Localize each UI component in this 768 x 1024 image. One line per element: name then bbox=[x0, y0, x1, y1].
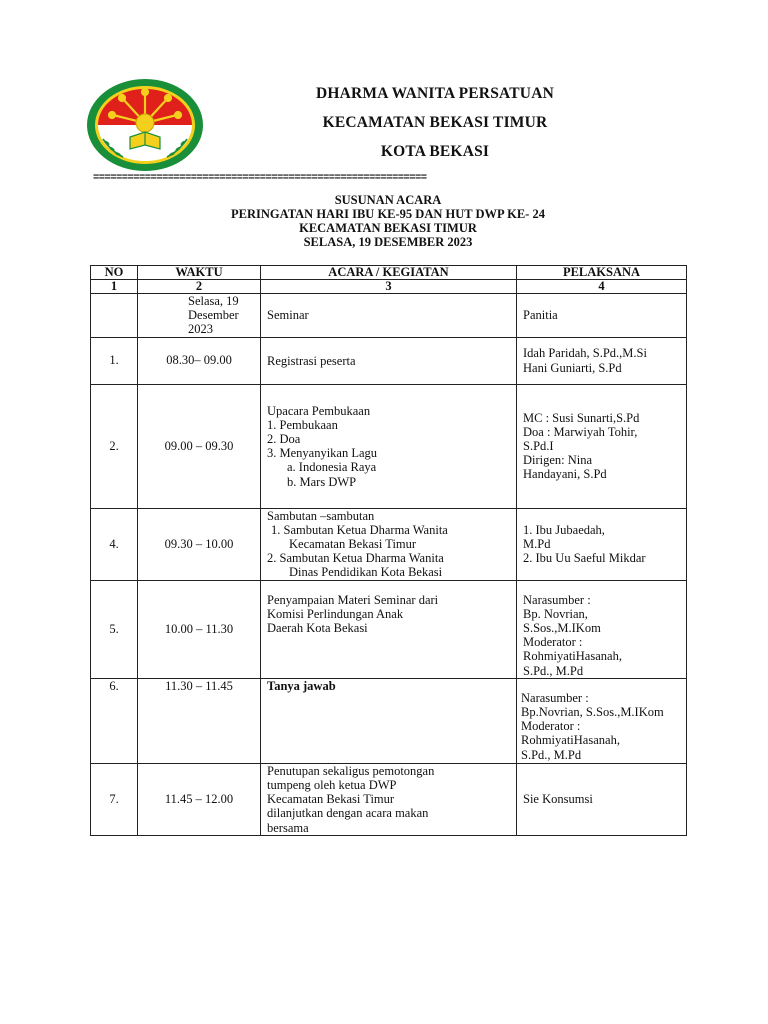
event-line: Upacara Pembukaan bbox=[267, 403, 371, 418]
event-date: SELASA, 19 DESEMBER 2023 bbox=[303, 235, 473, 249]
row-no: 7. bbox=[91, 763, 138, 835]
row-executor bbox=[517, 294, 687, 338]
city-title: KOTA BEKASI bbox=[380, 143, 490, 160]
executor-line: M.Pd bbox=[523, 537, 551, 552]
executor-line: Panitia bbox=[523, 308, 558, 323]
executor-line: Moderator : bbox=[521, 719, 581, 734]
time-line: Desember 2023 bbox=[188, 308, 239, 337]
colnum-4: 4 bbox=[517, 280, 687, 294]
event-line: 3. Menyanyikan Lagu bbox=[267, 446, 378, 461]
event-line: dilanjutkan dengan acara makan bbox=[267, 806, 429, 821]
event-line: Daerah Kota Bekasi bbox=[267, 621, 368, 636]
row-time: 08.30– 09.00 bbox=[138, 337, 261, 384]
row-no: 6. bbox=[91, 678, 138, 763]
executor-line: S.Sos.,M.IKom bbox=[523, 621, 601, 636]
row-event bbox=[261, 508, 517, 580]
row-executor bbox=[517, 580, 687, 678]
row-time: 09.30 – 10.00 bbox=[138, 508, 261, 580]
event-line: 1. Sambutan Ketua Dharma Wanita bbox=[271, 522, 448, 537]
row-event bbox=[261, 294, 517, 338]
row-no bbox=[91, 294, 138, 338]
row-executor bbox=[517, 678, 687, 763]
table-row bbox=[91, 580, 687, 678]
event-line: Dinas Pendidikan Kota Bekasi bbox=[289, 565, 443, 580]
executor-line: S.Pd., M.Pd bbox=[523, 663, 584, 678]
event-line: 2. Doa bbox=[267, 431, 301, 446]
row-event bbox=[261, 580, 517, 678]
row-executor bbox=[517, 384, 687, 508]
event-line: Seminar bbox=[267, 308, 309, 323]
schedule-title: SUSUNAN ACARA bbox=[334, 193, 442, 207]
org-title: DHARMA WANITA PERSATUAN bbox=[316, 85, 554, 102]
header-no: NO bbox=[91, 266, 138, 280]
event-line: tumpeng oleh ketua DWP bbox=[267, 778, 397, 793]
executor-line: MC : Susi Sunarti,S.Pd bbox=[523, 410, 640, 425]
table-row bbox=[91, 763, 687, 835]
colnum-3: 3 bbox=[261, 280, 517, 294]
row-time: 10.00 – 11.30 bbox=[138, 580, 261, 678]
executor-line: 2. Ibu Uu Saeful Mikdar bbox=[523, 551, 646, 566]
event-line: a. Indonesia Raya bbox=[287, 460, 377, 475]
event-line: Sambutan –sambutan bbox=[267, 508, 375, 523]
executor-line: Doa : Marwiyah Tohir, bbox=[523, 424, 638, 439]
table-row bbox=[91, 294, 687, 338]
event-location: KECAMATAN BEKASI TIMUR bbox=[299, 221, 477, 235]
event-line: 1. Pembukaan bbox=[267, 417, 338, 432]
event-line: Komisi Perlindungan Anak bbox=[267, 606, 404, 621]
event-title: PERINGATAN HARI IBU KE-95 DAN HUT DWP KE- 24 bbox=[231, 207, 545, 221]
row-event bbox=[261, 384, 517, 508]
table-row bbox=[91, 678, 687, 763]
schedule-table bbox=[90, 265, 687, 836]
executor-line: S.Pd., M.Pd bbox=[521, 747, 582, 762]
executor-line: 1. Ibu Jubaedah, bbox=[523, 522, 605, 537]
row-time: 09.00 – 09.30 bbox=[138, 384, 261, 508]
executor-line: Bp.Novrian, S.Sos.,M.IKom bbox=[521, 705, 664, 720]
row-time: 11.45 – 12.00 bbox=[138, 763, 261, 835]
event-line: Penutupan sekaligus pemotongan bbox=[267, 763, 435, 778]
executor-line: Handayani, S.Pd bbox=[523, 467, 607, 482]
executor-line: Moderator : bbox=[523, 635, 583, 650]
row-event bbox=[261, 763, 517, 835]
district-title: KECAMATAN BEKASI TIMUR bbox=[322, 114, 548, 131]
header-event: ACARA / KEGIATAN bbox=[261, 266, 517, 280]
row-event bbox=[261, 337, 517, 384]
event-line: Tanya jawab bbox=[267, 678, 336, 693]
event-line: 2. Sambutan Ketua Dharma Wanita bbox=[267, 551, 444, 566]
row-executor bbox=[517, 337, 687, 384]
table-colnum-row bbox=[91, 280, 687, 294]
event-line: Kecamatan Bekasi Timur bbox=[267, 792, 395, 807]
row-time bbox=[138, 294, 261, 338]
executor-line: Dirigen: Nina bbox=[523, 453, 593, 468]
table-row bbox=[91, 508, 687, 580]
row-time: 11.30 – 11.45 bbox=[138, 678, 261, 763]
event-line: b. Mars DWP bbox=[287, 474, 357, 489]
header-rule: ========================================================== bbox=[93, 172, 427, 184]
event-line: Kecamatan Bekasi Timur bbox=[289, 537, 417, 552]
header-time: WAKTU bbox=[138, 266, 261, 280]
colnum-2: 2 bbox=[138, 280, 261, 294]
executor-line: RohmiyatiHasanah, bbox=[523, 649, 622, 664]
table-row bbox=[91, 384, 687, 508]
row-no: 2. bbox=[91, 384, 138, 508]
header-executor: PELAKSANA bbox=[517, 266, 687, 280]
executor-line: Narasumber : bbox=[521, 690, 589, 705]
table-header-row bbox=[91, 266, 687, 280]
executor-line: Bp. Novrian, bbox=[523, 606, 588, 621]
row-executor bbox=[517, 508, 687, 580]
row-executor bbox=[517, 763, 687, 835]
dwp-emblem-icon bbox=[85, 77, 205, 173]
event-line: Registrasi peserta bbox=[267, 353, 356, 368]
row-no: 4. bbox=[91, 508, 138, 580]
row-no: 5. bbox=[91, 580, 138, 678]
row-event bbox=[261, 678, 517, 763]
executor-line: Narasumber : bbox=[523, 592, 591, 607]
executor-line: RohmiyatiHasanah, bbox=[521, 733, 620, 748]
event-line: Penyampaian Materi Seminar dari bbox=[267, 592, 439, 607]
time-line: Selasa, 19 bbox=[188, 294, 239, 308]
event-line: bersama bbox=[267, 820, 309, 835]
executor-line: Sie Konsumsi bbox=[523, 792, 593, 807]
executor-line: Hani Guniarti, S.Pd bbox=[523, 360, 622, 375]
executor-line: Idah Paridah, S.Pd.,M.Si bbox=[523, 346, 647, 361]
executor-line: S.Pd.I bbox=[523, 439, 554, 453]
colnum-1: 1 bbox=[91, 280, 138, 294]
row-no: 1. bbox=[91, 337, 138, 384]
table-row bbox=[91, 337, 687, 384]
